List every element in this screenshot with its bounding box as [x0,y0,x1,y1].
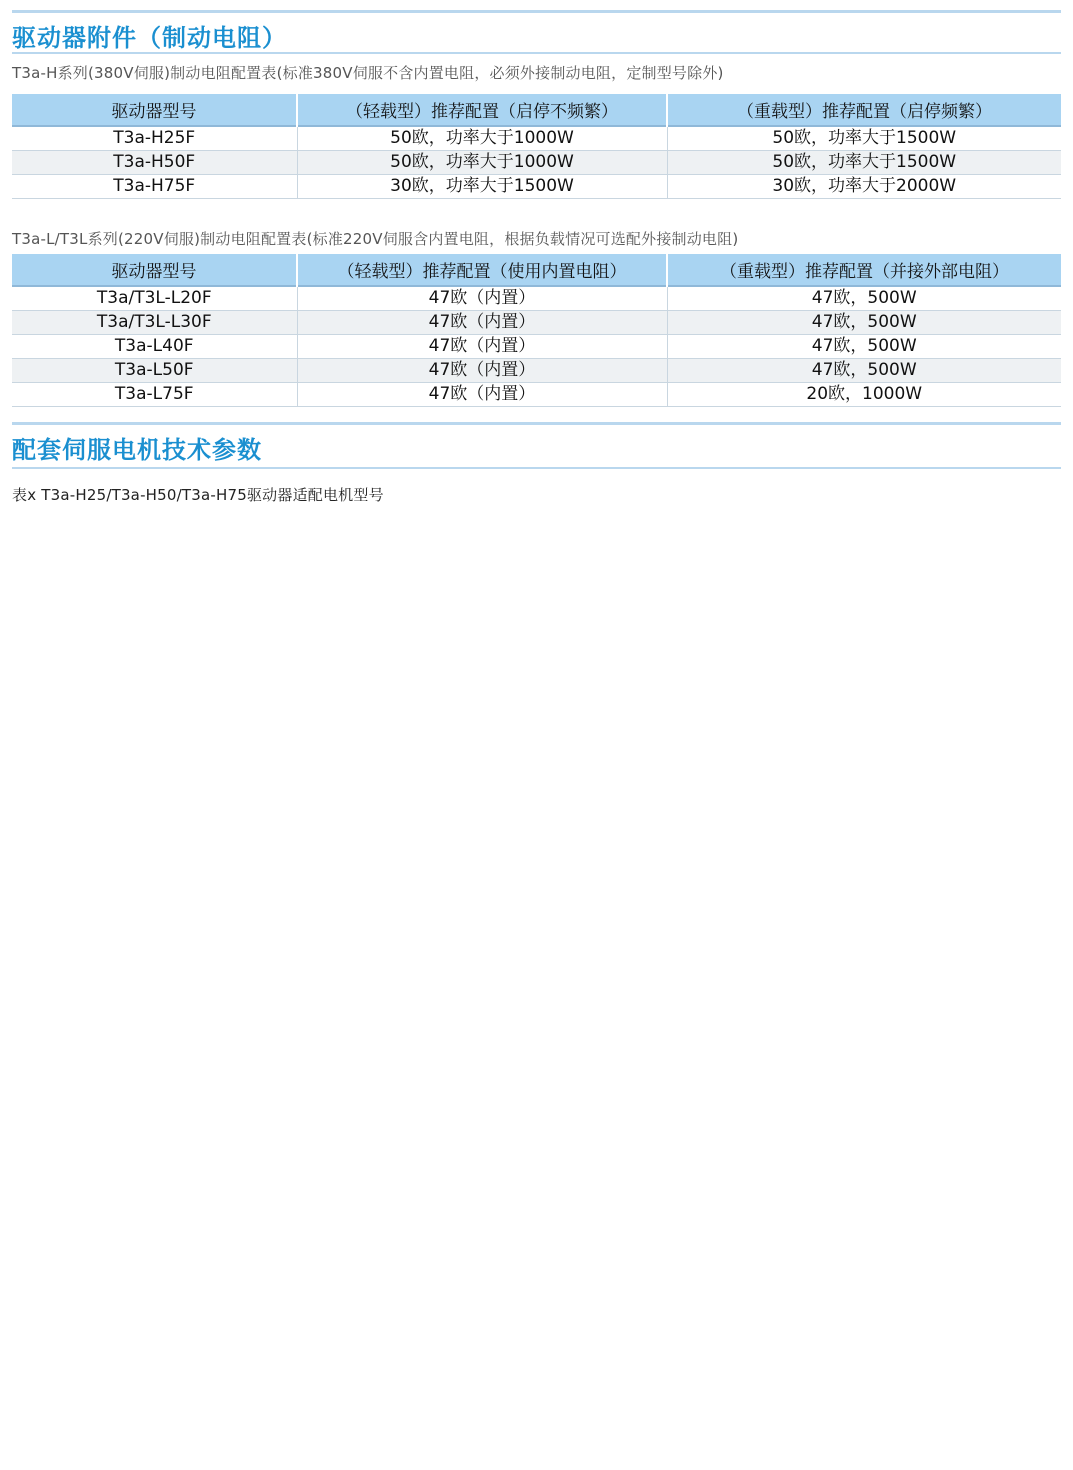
section2-top-divider [12,422,1061,425]
section-title-braking-resistor: 驱动器附件（制动电阻） [12,23,287,52]
column-header: （轻载型）推荐配置（启停不频繁） [297,94,667,126]
top-divider [12,10,1061,13]
column-header: 驱动器型号 [12,94,297,126]
table1-caption: T3a-H系列(380V伺服)制动电阻配置表(标准380V伺服不含内置电阻，必须外接制动电阻，定制型号除外) [12,64,724,82]
table-cell: 47欧，500W [667,335,1061,359]
table-cell: 47欧（内置） [297,311,667,335]
t3a-l-resistor-table [12,254,1061,407]
table-row [12,311,1061,335]
table-row [12,126,1061,151]
table-cell: T3a/T3L-L30F [12,311,297,335]
t3a-h-resistor-table [12,94,1061,199]
table-cell: 50欧，功率大于1500W [667,126,1061,151]
table-cell: T3a/T3L-L20F [12,286,297,311]
column-header: （重载型）推荐配置（并接外部电阻） [667,254,1061,286]
table-cell: T3a-L75F [12,383,297,407]
table-row [12,359,1061,383]
table-row [12,383,1061,407]
table-row [12,286,1061,311]
table-cell: 30欧，功率大于1500W [297,175,667,199]
table-cell: 47欧，500W [667,359,1061,383]
table-cell: 50欧，功率大于1000W [297,151,667,175]
table-cell: T3a-H25F [12,126,297,151]
table-row [12,151,1061,175]
table-cell: 20欧，1000W [667,383,1061,407]
column-header: 驱动器型号 [12,254,297,286]
table-cell: 47欧（内置） [297,383,667,407]
table-cell: T3a-L50F [12,359,297,383]
section2-divider [12,467,1061,469]
table-cell: 47欧（内置） [297,335,667,359]
table-cell: 47欧（内置） [297,286,667,311]
table-cell: 50欧，功率大于1500W [667,151,1061,175]
table-cell: 47欧（内置） [297,359,667,383]
table-cell: T3a-H50F [12,151,297,175]
table-cell: T3a-H75F [12,175,297,199]
table-cell: T3a-L40F [12,335,297,359]
table-row [12,335,1061,359]
table-cell: 30欧，功率大于2000W [667,175,1061,199]
column-header: （轻载型）推荐配置（使用内置电阻） [297,254,667,286]
motor-table-caption: 表x T3a-H25/T3a-H50/T3a-H75驱动器适配电机型号 [12,486,384,504]
table-row [12,175,1061,199]
section-title-motor-params: 配套伺服电机技术参数 [12,435,262,464]
table-cell: 47欧，500W [667,311,1061,335]
table-cell: 47欧，500W [667,286,1061,311]
column-header: （重载型）推荐配置（启停频繁） [667,94,1061,126]
table-cell: 50欧，功率大于1000W [297,126,667,151]
table2-caption: T3a-L/T3L系列(220V伺服)制动电阻配置表(标准220V伺服含内置电阻，根据负载情况可选配外接制动电阻) [12,230,739,248]
section-divider [12,52,1061,54]
